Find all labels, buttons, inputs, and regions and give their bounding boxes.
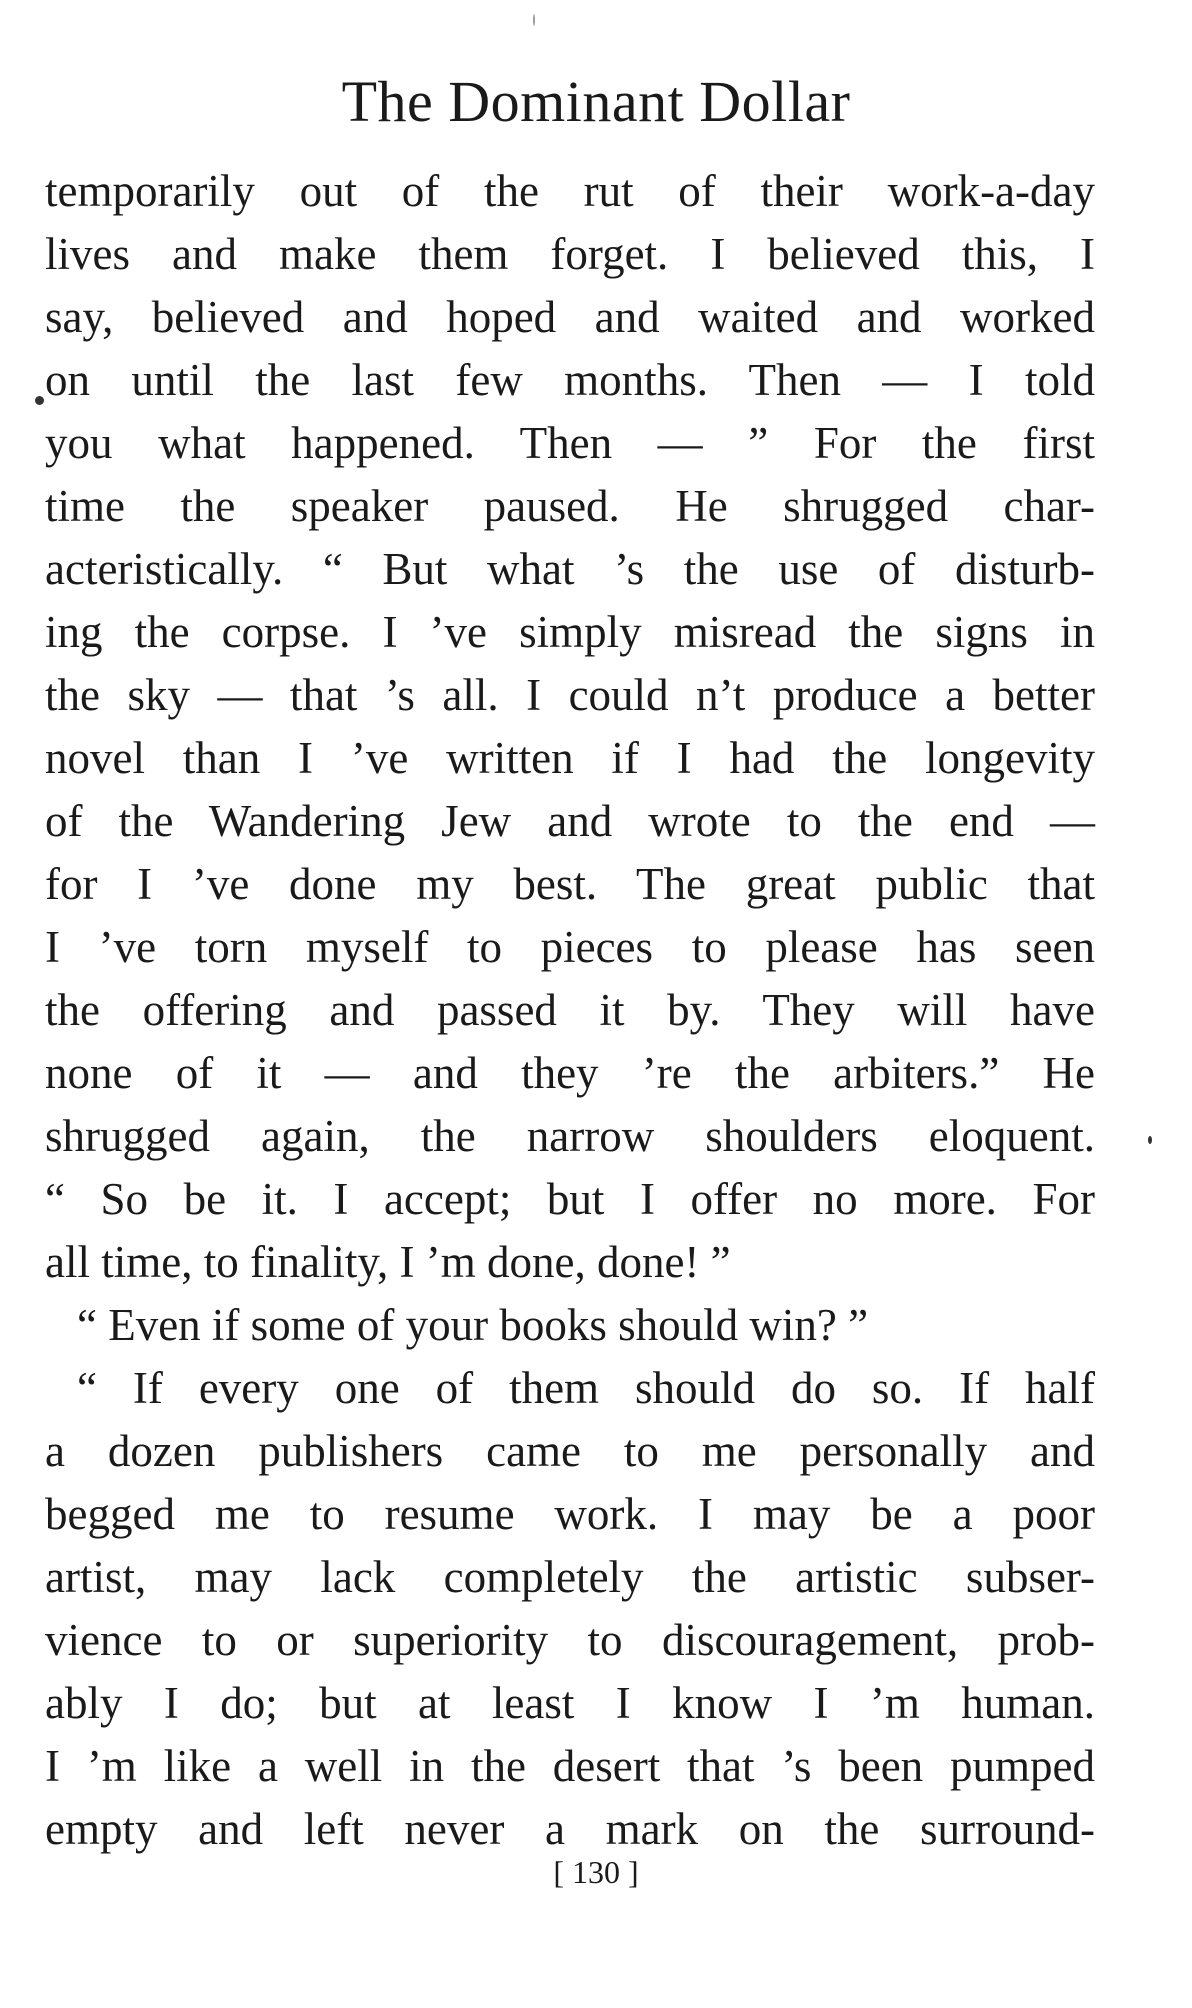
text-line: the offering and passed it by. They will have (45, 985, 1095, 1035)
text-line: none of it — and they ’re the arbiters.” He (45, 1048, 1095, 1098)
text-line: “ So be it. I accept; but I offer no more. For (45, 1174, 1095, 1224)
text-line: time the speaker paused. He shrugged char- (45, 481, 1095, 531)
ink-speck (533, 14, 535, 26)
text-line: lives and make them forget. I believed this, I (45, 229, 1095, 279)
text-line: I ’m like a well in the desert that ’s been pumped (45, 1741, 1095, 1791)
text-line: you what happened. Then — ” For the first (45, 418, 1095, 468)
text-line: of the Wandering Jew and wrote to the end — (45, 796, 1095, 846)
body-text (45, 160, 1095, 1861)
running-head: The Dominant Dollar (341, 69, 851, 134)
text-line: I ’ve torn myself to pieces to please has seen (45, 922, 1095, 972)
text-line: vience to or superiority to discouragement, prob- (45, 1615, 1095, 1665)
text-line: ing the corpse. I ’ve simply misread the signs in (45, 607, 1095, 657)
text-line: “ Even if some of your books should win? ” (77, 1300, 869, 1350)
text-line: shrugged again, the narrow shoulders eloquent. (45, 1111, 1095, 1161)
text-line: novel than I ’ve written if I had the longevity (45, 733, 1095, 783)
text-line: “ If every one of them should do so. If half (77, 1363, 1095, 1413)
ink-speck (1148, 1136, 1152, 1144)
text-line: empty and left never a mark on the surround- (45, 1804, 1095, 1854)
text-line: on until the last few months. Then — I told (45, 355, 1095, 405)
text-line: acteristically. “ But what ’s the use of disturb- (45, 544, 1095, 594)
text-line: temporarily out of the rut of their work-a-day (45, 166, 1095, 216)
ink-speck (35, 396, 44, 405)
text-line: the sky — that ’s all. I could n’t produce a better (45, 670, 1095, 720)
page-number: [ 130 ] (553, 1854, 639, 1890)
text-line: ably I do; but at least I know I ’m human. (45, 1678, 1095, 1728)
text-line: begged me to resume work. I may be a poor (45, 1489, 1095, 1539)
text-line: say, believed and hoped and waited and worked (45, 292, 1095, 342)
text-line: for I ’ve done my best. The great public that (45, 859, 1095, 909)
text-line: artist, may lack completely the artistic subser- (45, 1552, 1095, 1602)
text-line: all time, to finality, I ’m done, done! ” (45, 1237, 731, 1287)
text-line: a dozen publishers came to me personally and (45, 1426, 1095, 1476)
